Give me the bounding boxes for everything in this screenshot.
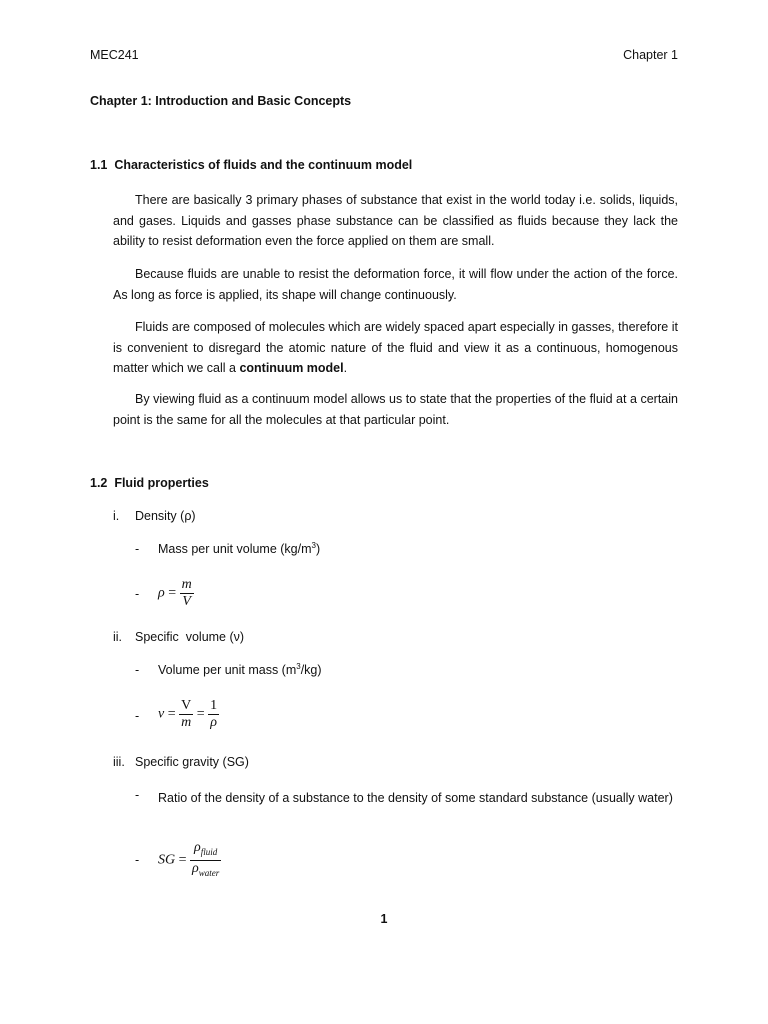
item-number-ii: ii.: [113, 630, 123, 644]
specific-volume-description: Volume per unit mass $(m^3/kg)$: [158, 661, 322, 677]
paragraph-2: Because fluids are unable to resist the deformation force, it will flow under the action of the force. As long as force is applied, its shape will change continuously.: [113, 267, 678, 302]
section-1-1-heading: 1.1 Characteristics of fluids and the continuum model: [90, 158, 413, 172]
chapter-title: Chapter 1: Introduction and Basic Concepts: [90, 94, 352, 108]
bullet: -: [135, 542, 140, 556]
density-formula: ρ = $\frac{m}{V}$: [158, 577, 192, 609]
section-1-2-heading: 1.2 Fluid properties: [90, 476, 209, 490]
header-course-code: MEC241: [90, 48, 139, 62]
paragraph-4: By viewing fluid as a continuum model allows us to state that the properties of the fluid at a certain point is the same for all the molecules at that particular point.: [113, 392, 678, 427]
item-number-i: i.: [113, 509, 120, 523]
page-number: 1: [380, 912, 388, 926]
specific-volume-formula: ν = $\frac{V}{m}$ = $\frac{1}{\rho}$: [158, 698, 218, 730]
bullet: -: [135, 587, 140, 601]
bullet: -: [135, 709, 140, 723]
continuum-model-term: continuum model: [239, 361, 344, 375]
paragraph-3: Fluids are composed of molecules which are widely spaced apart especially in gasses, therefore it is convenient to disregard the atomic nature of the fluid and view it as a continuous, homogenous matter which we call a continuum model.: [113, 320, 678, 375]
density-description: Mass per unit volume $(kg/m^3)$: [158, 540, 321, 556]
specific-gravity-formula: SG = $\frac{\rho_{fluid}}{\rho_{water}}$: [158, 840, 220, 878]
header-chapter: Chapter 1: [623, 48, 678, 62]
bullet: -: [135, 788, 140, 802]
bullet: -: [135, 853, 140, 867]
specific-gravity-description: Ratio of the density of a substance to the density of some standard substance (usually water): [158, 791, 673, 805]
specific-volume-title: Specific volume (ν): [135, 630, 245, 644]
specific-gravity-title: Specific gravity (SG): [135, 755, 249, 769]
bullet: -: [135, 663, 140, 677]
density-title: Density (ρ): [135, 509, 196, 523]
item-number-iii: iii.: [113, 755, 125, 769]
paragraph-1: There are basically 3 primary phases of substance that exist in the world today i.e. solids, liquids, and gases. Liquids and gasses phase substance can be classified as fluids because they lack the ability to resist deformation even the force applied on them are small.: [113, 193, 678, 248]
